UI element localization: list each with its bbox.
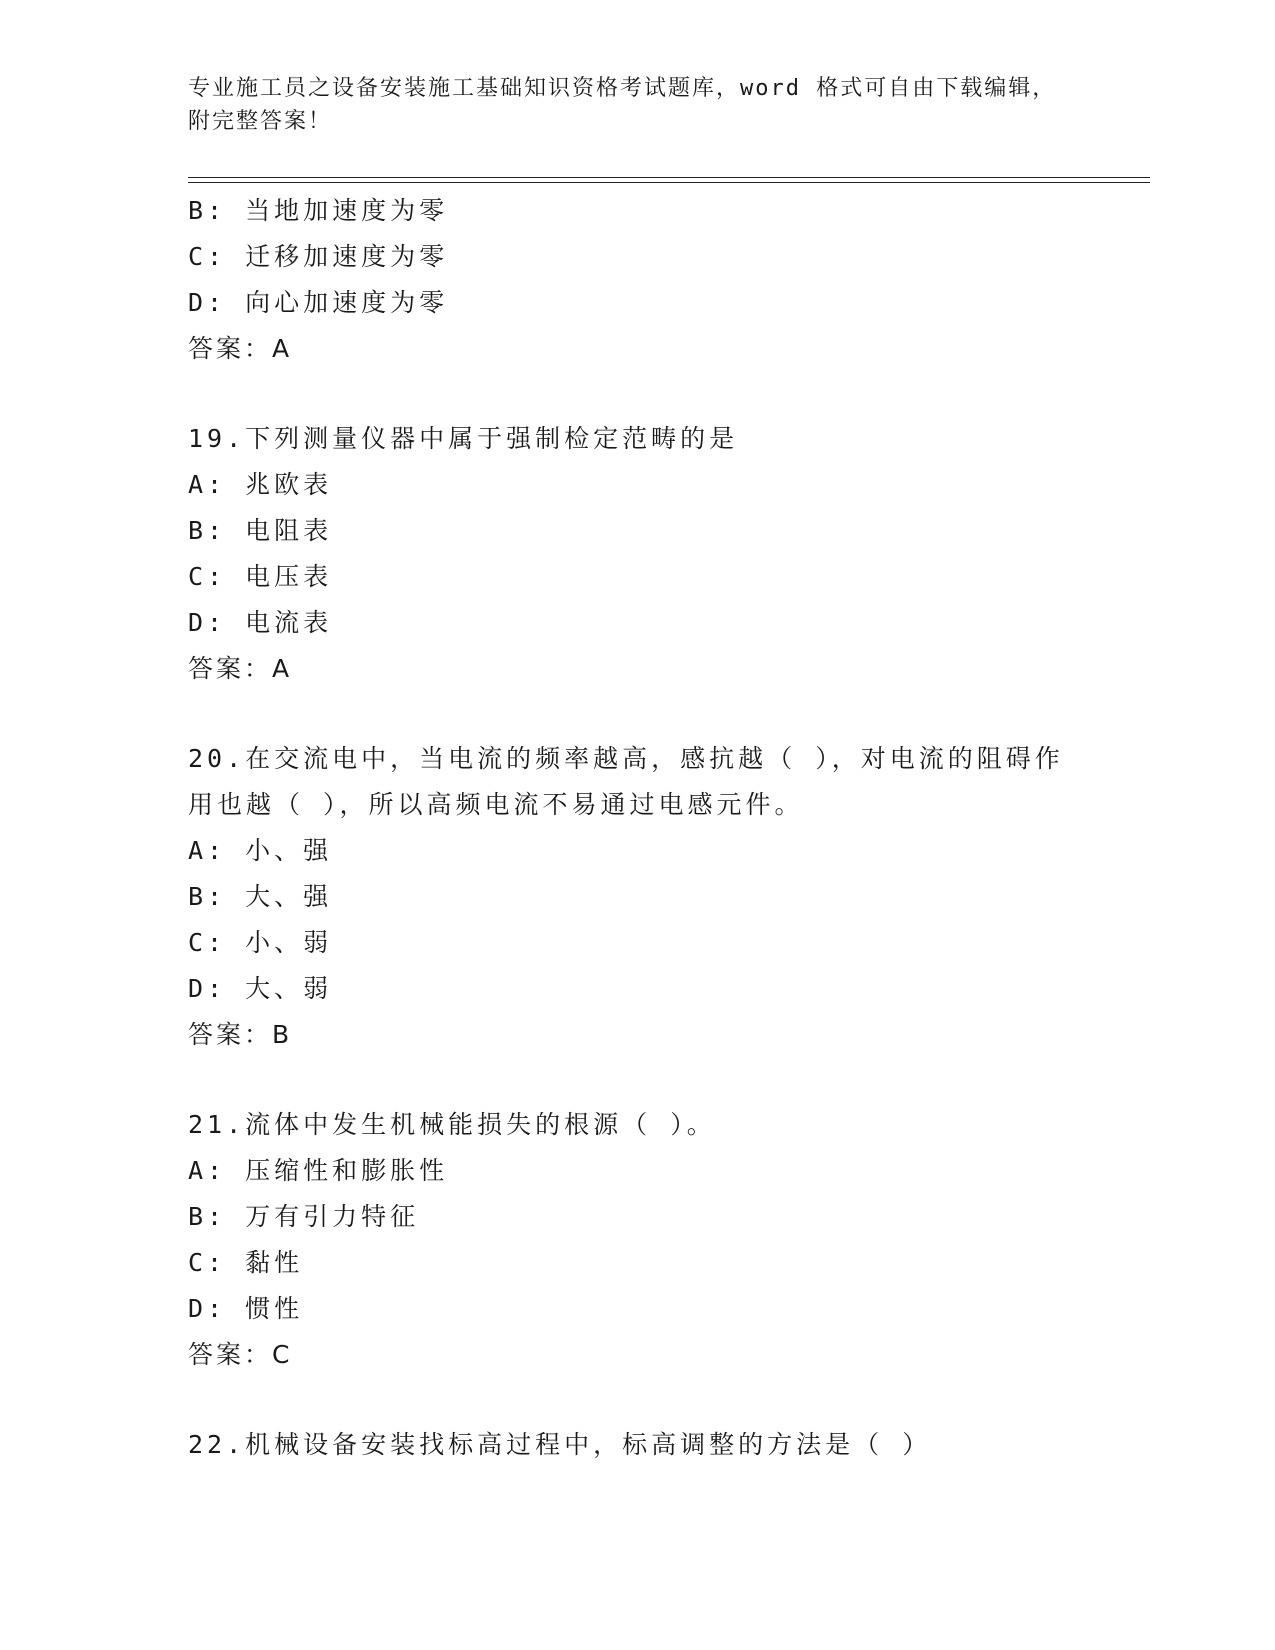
header-title-line-1: 专业施工员之设备安装施工基础知识资格考试题库，word 格式可自由下载编辑，: [188, 76, 1057, 101]
answer-line: 答案：A: [188, 654, 293, 683]
question-block-22: [188, 1422, 1148, 1468]
option-b: B: 万有引力特征: [188, 1202, 420, 1231]
option-d: D: 电流表: [188, 608, 333, 637]
option-b: B: 大、强: [188, 882, 333, 911]
answer-line: 答案：B: [188, 1020, 293, 1049]
option-c: C: 小、弱: [188, 928, 333, 957]
option-c: C: 迁移加速度为零: [188, 242, 449, 271]
question-block-20: [188, 736, 1148, 1058]
header-divider-bottom: [188, 182, 1150, 183]
question-text: 19.下列测量仪器中属于强制检定范畴的是: [188, 424, 739, 453]
question-block-19: [188, 416, 1148, 692]
question-block-21: [188, 1102, 1148, 1378]
option-d: D: 惯性: [188, 1294, 304, 1323]
question-block-continued: [188, 188, 1148, 372]
spacer: [188, 372, 1148, 416]
option-a: A: 兆欧表: [188, 470, 333, 499]
question-text: 22.机械设备安装找标高过程中，标高调整的方法是（ ）: [188, 1430, 932, 1459]
question-text-line-2: 用也越（ ），所以高频电流不易通过电感元件。: [188, 790, 804, 819]
question-list: [188, 188, 1148, 1468]
question-text-line-1: 20.在交流电中，当电流的频率越高，感抗越（ ），对电流的阻碍作: [188, 744, 1064, 773]
option-a: A: 压缩性和膨胀性: [188, 1156, 449, 1185]
option-d: D: 大、弱: [188, 974, 333, 1003]
option-b: B: 电阻表: [188, 516, 333, 545]
question-text: 21.流体中发生机械能损失的根源（ ）。: [188, 1110, 716, 1139]
answer-line: 答案：A: [188, 334, 293, 363]
option-c: C: 电压表: [188, 562, 333, 591]
option-c: C: 黏性: [188, 1248, 304, 1277]
spacer: [188, 1058, 1148, 1102]
option-a: A: 小、强: [188, 836, 333, 865]
header-divider-top: [188, 177, 1150, 178]
option-d: D: 向心加速度为零: [188, 288, 449, 317]
document-header: [188, 72, 1068, 138]
spacer: [188, 1378, 1148, 1422]
header-title-line-2: 附完整答案！: [188, 109, 333, 134]
answer-line: 答案：C: [188, 1340, 293, 1369]
option-b: B: 当地加速度为零: [188, 196, 449, 225]
spacer: [188, 692, 1148, 736]
